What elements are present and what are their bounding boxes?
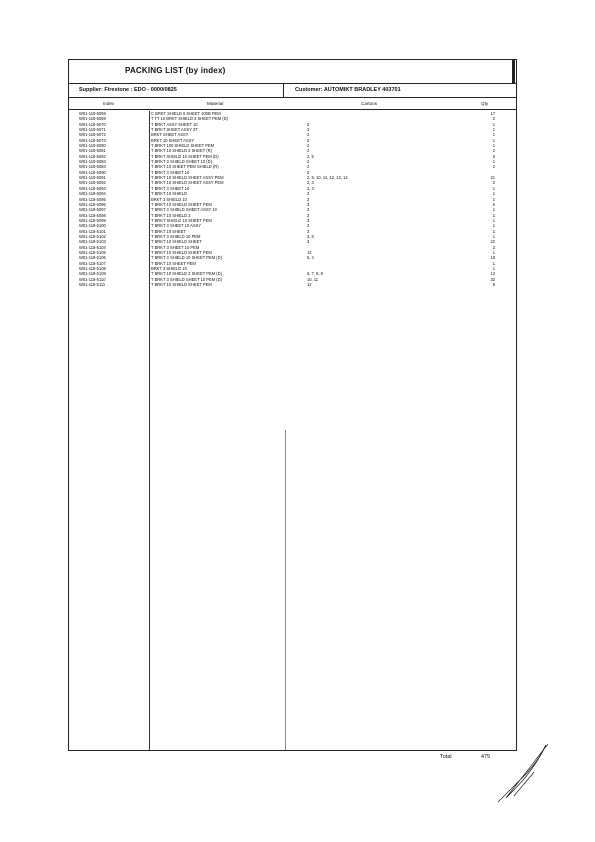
row-index: W01-118-5080 bbox=[79, 143, 106, 149]
total-label: Total bbox=[440, 754, 452, 760]
row-qty: 1 bbox=[492, 191, 495, 197]
row-material: T BRKT 3 SHEET 10 PEM bbox=[151, 244, 200, 250]
row-cartons: 3 bbox=[307, 127, 310, 133]
row-index: W01-118-5084 bbox=[79, 164, 106, 170]
row-material: T BRKT 3 SHIELD 10 PEM bbox=[151, 233, 201, 239]
row-index: W01-118-5103 bbox=[79, 239, 106, 245]
row-cartons: 3 bbox=[307, 228, 310, 234]
row-cartons: 3 bbox=[307, 212, 310, 218]
row-material: T BRKT 3 SHIELD SHEET 10 (D) bbox=[151, 159, 212, 165]
table-header bbox=[69, 98, 516, 110]
row-material: BRKT 3 SHIELD 10 bbox=[151, 196, 187, 202]
row-material: T BRKT 100 SHIELD SHEET PEM bbox=[151, 143, 215, 149]
row-material: C BRKT SHIELD 6 SHEET 100B PEM bbox=[151, 111, 221, 116]
row-cartons: 2 bbox=[307, 132, 310, 138]
header-cartons: Cartons bbox=[361, 101, 378, 106]
row-cartons: 3, 8 bbox=[307, 233, 314, 239]
meta-divider bbox=[283, 84, 284, 97]
row-index: W01-118-5111 bbox=[79, 282, 106, 287]
customer-label: Customer: AUTOMIKT BRADLEY 403701 bbox=[295, 87, 401, 93]
row-qty: 1 bbox=[492, 143, 495, 149]
header-qty: Qty bbox=[481, 101, 489, 106]
row-qty: 1 bbox=[492, 159, 495, 165]
row-qty: 13 bbox=[490, 271, 495, 277]
row-index: W01-118-5091 bbox=[79, 175, 106, 181]
row-qty: 1 bbox=[492, 137, 495, 143]
row-material: T BRKT 10 SHIELD SHEET PEM bbox=[151, 249, 212, 255]
row-qty: 1 bbox=[492, 196, 495, 202]
row-material: T BRKT 10 SHIELD SHEET PEM bbox=[151, 282, 212, 287]
row-cartons: 2 bbox=[307, 143, 310, 149]
row-index: W01-118-5100 bbox=[79, 223, 106, 229]
row-index: W01-118-5099 bbox=[79, 217, 106, 223]
row-qty: 1 bbox=[492, 265, 495, 271]
row-index: W01-118-5105 bbox=[79, 249, 106, 255]
row-material: T BRKT 10 SHIELD 3 SHEET PEM (D) bbox=[151, 271, 222, 277]
row-index: W01-118-5108 bbox=[79, 265, 106, 271]
row-qty: 1 bbox=[492, 228, 495, 234]
row-index: W01-118-5070 bbox=[79, 121, 106, 127]
row-material: T BRKT 10 SHIELD SHEET ASSY PEM bbox=[151, 175, 224, 181]
row-material: T BRKT 10 SHIELD SHEET bbox=[151, 239, 202, 245]
row-qty: 2 bbox=[492, 164, 495, 170]
row-material: T TT 10 BRKT SHIELD 3 SHEET PEM (D) bbox=[151, 116, 228, 122]
row-qty: 1 bbox=[492, 121, 495, 127]
row-index: W01-118-5083 bbox=[79, 159, 106, 165]
row-cartons: 2 bbox=[307, 148, 310, 154]
row-cartons: 2 bbox=[307, 159, 310, 165]
row-cartons: 2, 3 bbox=[307, 180, 314, 186]
table-body bbox=[69, 111, 516, 287]
row-qty: 1 bbox=[492, 233, 495, 239]
row-material: T BRKT 3 SHIELD SHEET 10 PEM (D) bbox=[151, 276, 222, 282]
row-index: W01-118-5104 bbox=[79, 244, 106, 250]
row-qty: 2 bbox=[492, 116, 495, 122]
row-cartons: 3 bbox=[307, 207, 310, 213]
row-index: W01-118-5109 bbox=[79, 271, 106, 277]
column-divider-material bbox=[285, 430, 286, 750]
row-qty: 32 bbox=[490, 276, 495, 282]
row-index: W01-118-5081 bbox=[79, 148, 106, 154]
row-cartons: 3 bbox=[307, 217, 310, 223]
row-cartons: 6, 7, 8, 9 bbox=[307, 271, 323, 277]
row-qty: 1 bbox=[492, 207, 495, 213]
row-qty: 5 bbox=[492, 201, 495, 207]
row-qty: 1 bbox=[492, 249, 495, 255]
row-material: BRKT 3 SHIELD 10 bbox=[151, 265, 187, 271]
row-index: W01-118-5082 bbox=[79, 153, 106, 159]
supplier-label: Supplier: Firestone : EDO - 0000/0825 bbox=[79, 87, 177, 93]
row-index: W01-118-5058 bbox=[79, 111, 106, 116]
header-material: Material bbox=[207, 101, 224, 106]
row-index: W01-118-5094 bbox=[79, 191, 106, 197]
row-qty: 1 bbox=[492, 127, 495, 133]
row-cartons: 2 bbox=[307, 164, 310, 170]
row-material: T BRKT 3 SHIELD SHEET ASSY 10 bbox=[151, 207, 217, 213]
row-cartons: 2 bbox=[307, 137, 310, 143]
row-cartons: 12 bbox=[307, 249, 312, 255]
row-index: W01-118-5102 bbox=[79, 233, 106, 239]
row-index: W01-118-5095 bbox=[79, 196, 106, 202]
header-index: Index bbox=[103, 101, 115, 106]
title-bar bbox=[69, 60, 516, 84]
row-cartons: 5, 4 bbox=[307, 255, 314, 261]
row-qty: 8 bbox=[492, 282, 495, 287]
row-cartons: 3 bbox=[307, 201, 310, 207]
row-cartons: 2 bbox=[307, 121, 310, 127]
row-qty: 1 bbox=[492, 217, 495, 223]
row-index: W01-118-5106 bbox=[79, 255, 106, 261]
row-qty: 1 bbox=[492, 185, 495, 191]
row-index: W01-118-5097 bbox=[79, 207, 106, 213]
row-index: W01-118-5090 bbox=[79, 169, 106, 175]
row-qty: 17 bbox=[490, 111, 495, 116]
row-index: W01-118-5107 bbox=[79, 260, 106, 266]
row-qty: 18 bbox=[490, 255, 495, 261]
packing-list-frame bbox=[68, 59, 517, 751]
row-material: T BRKT SHIELD 10 SHEET PEM (D) bbox=[151, 153, 219, 159]
row-material: T BRKT 3 SHEET 10 bbox=[151, 185, 190, 191]
row-index: W01-118-5101 bbox=[79, 228, 106, 234]
row-cartons: 10, 11 bbox=[307, 276, 319, 282]
row-material: T BRKT 10 SHIELD bbox=[151, 191, 188, 197]
row-cartons: 3 bbox=[307, 223, 310, 229]
row-qty: 2 bbox=[492, 180, 495, 186]
total-value: 475 bbox=[481, 754, 491, 760]
table-row bbox=[69, 282, 516, 287]
row-index: W01-118-5073 bbox=[79, 137, 106, 143]
row-index: W01-118-5096 bbox=[79, 201, 106, 207]
row-cartons: 2, 5, 10, 11, 12, 13, 14 bbox=[307, 175, 348, 181]
row-qty: 1 bbox=[492, 212, 495, 218]
row-material: BRKT SHEET ASSY bbox=[151, 132, 189, 138]
row-qty: 21 bbox=[490, 175, 495, 181]
signature-mark bbox=[494, 740, 554, 810]
row-material: T BRKT 3 SHEET 10 ASSY bbox=[151, 223, 202, 229]
row-material: T BRKT 10 SHIELD SHEET PEM bbox=[151, 201, 212, 207]
row-index: W01-118-5072 bbox=[79, 132, 106, 138]
row-index: W01-118-5093 bbox=[79, 185, 106, 191]
row-index: W01-118-5110 bbox=[79, 276, 106, 282]
row-material: T BRKT 10 SHEET PEM SHIELD (R) bbox=[151, 164, 219, 170]
meta-bar bbox=[69, 84, 516, 98]
row-index: W01-118-5092 bbox=[79, 180, 106, 186]
row-cartons: 3 bbox=[307, 196, 310, 202]
row-cartons: 2 bbox=[307, 169, 310, 175]
row-qty: 2 bbox=[492, 244, 495, 250]
row-index: W01-118-5059 bbox=[79, 116, 106, 122]
row-material: T BRKT 3 SHIELD 10 SHEET PEM (D) bbox=[151, 255, 222, 261]
title-bar-edge bbox=[512, 60, 515, 84]
row-qty: 22 bbox=[490, 239, 495, 245]
row-material: BRKT 10 SHEET ASSY bbox=[151, 137, 195, 143]
row-material: T BRKT 3 SHEET 10 bbox=[151, 169, 190, 175]
row-cartons: 3 bbox=[307, 191, 310, 197]
row-index: W01-118-5098 bbox=[79, 212, 106, 218]
row-qty: 2 bbox=[492, 148, 495, 154]
row-qty: 1 bbox=[492, 223, 495, 229]
row-material: T BRKT 10 SHEET PEM bbox=[151, 260, 196, 266]
row-cartons: 2, 3 bbox=[307, 185, 314, 191]
row-index: W01-118-5071 bbox=[79, 127, 106, 133]
row-qty: 1 bbox=[492, 260, 495, 266]
row-cartons: 3 bbox=[307, 239, 310, 245]
row-material: T BRKT ASSY SHEET 10 bbox=[151, 121, 198, 127]
row-material: T BRKT 10 SHIELD 3 SHEET (R) bbox=[151, 148, 212, 154]
row-material: T BRKT SHIELD 10 SHEET PEM bbox=[151, 217, 212, 223]
row-material: T BRKT 10 SHIELD 3 bbox=[151, 212, 191, 218]
row-material: T BRKT 10 SHIELD SHEET ASSY PEM bbox=[151, 180, 224, 186]
document-title: PACKING LIST (by index) bbox=[125, 66, 226, 75]
row-cartons: 2, 5 bbox=[307, 153, 314, 159]
row-material: T BRKT SHEET ASSY 3T bbox=[151, 127, 198, 133]
row-material: T BRKT 10 SHEET bbox=[151, 228, 186, 234]
row-cartons: 12 bbox=[307, 282, 312, 287]
row-qty: 1 bbox=[492, 132, 495, 138]
row-qty: 5 bbox=[492, 153, 495, 159]
